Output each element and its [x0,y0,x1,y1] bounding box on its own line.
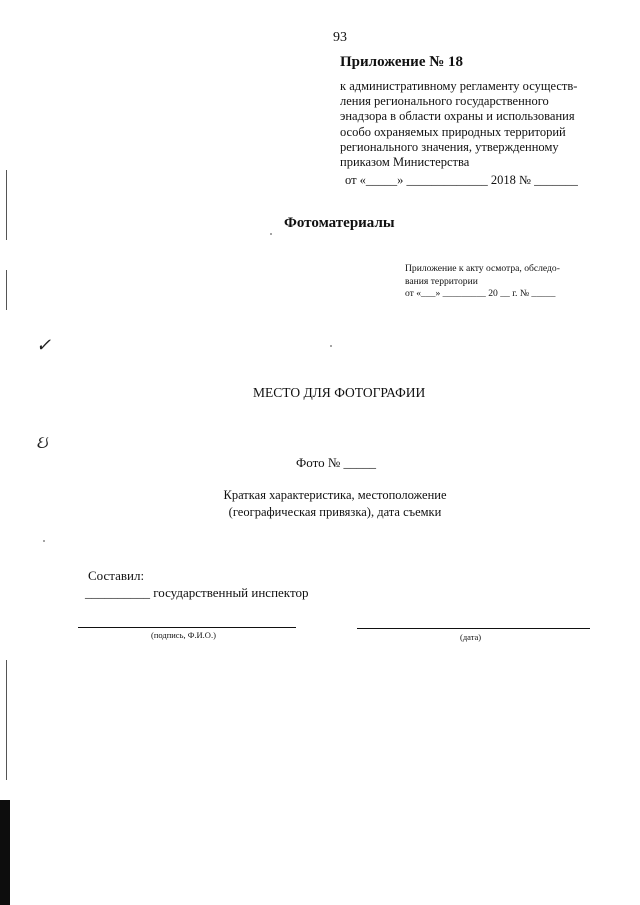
act-date-line: от «___» _________ 20 __ г. № _____ [405,288,556,299]
signature-label: (подпись, Ф.И.О.) [151,630,216,640]
scan-edge-mark [6,170,7,240]
scan-edge-mark [6,270,7,310]
caption-line: Краткая характеристика, местоположение [223,488,447,502]
act-line: вания территории [405,275,478,287]
regulation-date-line: от «_____» _____________ 2018 № _______ [345,173,578,187]
photo-placeholder: МЕСТО ДЛЯ ФОТОГРАФИИ [253,385,426,400]
regulation-line: особо охраняемых природных территорий [340,124,566,139]
scan-dot [270,233,272,235]
scan-edge-shadow [0,800,10,905]
signature-line [78,627,296,628]
regulation-line: ления регионального государственного [340,94,549,109]
regulation-reference [340,79,588,170]
appendix-title: Приложение № 18 [340,54,464,70]
document-heading: Фотоматериалы [284,215,395,231]
inspector-line: __________ государственный инспектор [85,585,309,600]
photo-number: Фото № _____ [296,455,377,470]
date-line [357,628,590,629]
regulation-line: к административному регламенту осуществ- [340,79,578,93]
photo-caption [195,487,475,521]
regulation-line: энадзора в области охраны и использования [340,109,575,124]
scan-dot [43,540,45,542]
caption-line: (географическая привязка), дата съемки [228,505,442,519]
act-reference [405,263,595,301]
act-line: Приложение к акту осмотра, обследо- [405,263,560,274]
regulation-line: регионального значения, утвержденному [340,139,559,154]
page-number: 93 [333,30,347,45]
compiled-by-label: Составил: [88,568,145,583]
handwritten-mark: ✓ [36,335,52,355]
scan-dot [330,345,332,347]
handwritten-mark: ઇ [36,432,48,452]
scan-edge-mark [6,660,7,780]
date-label: (дата) [460,632,482,642]
regulation-line: приказом Министерства [340,155,470,170]
